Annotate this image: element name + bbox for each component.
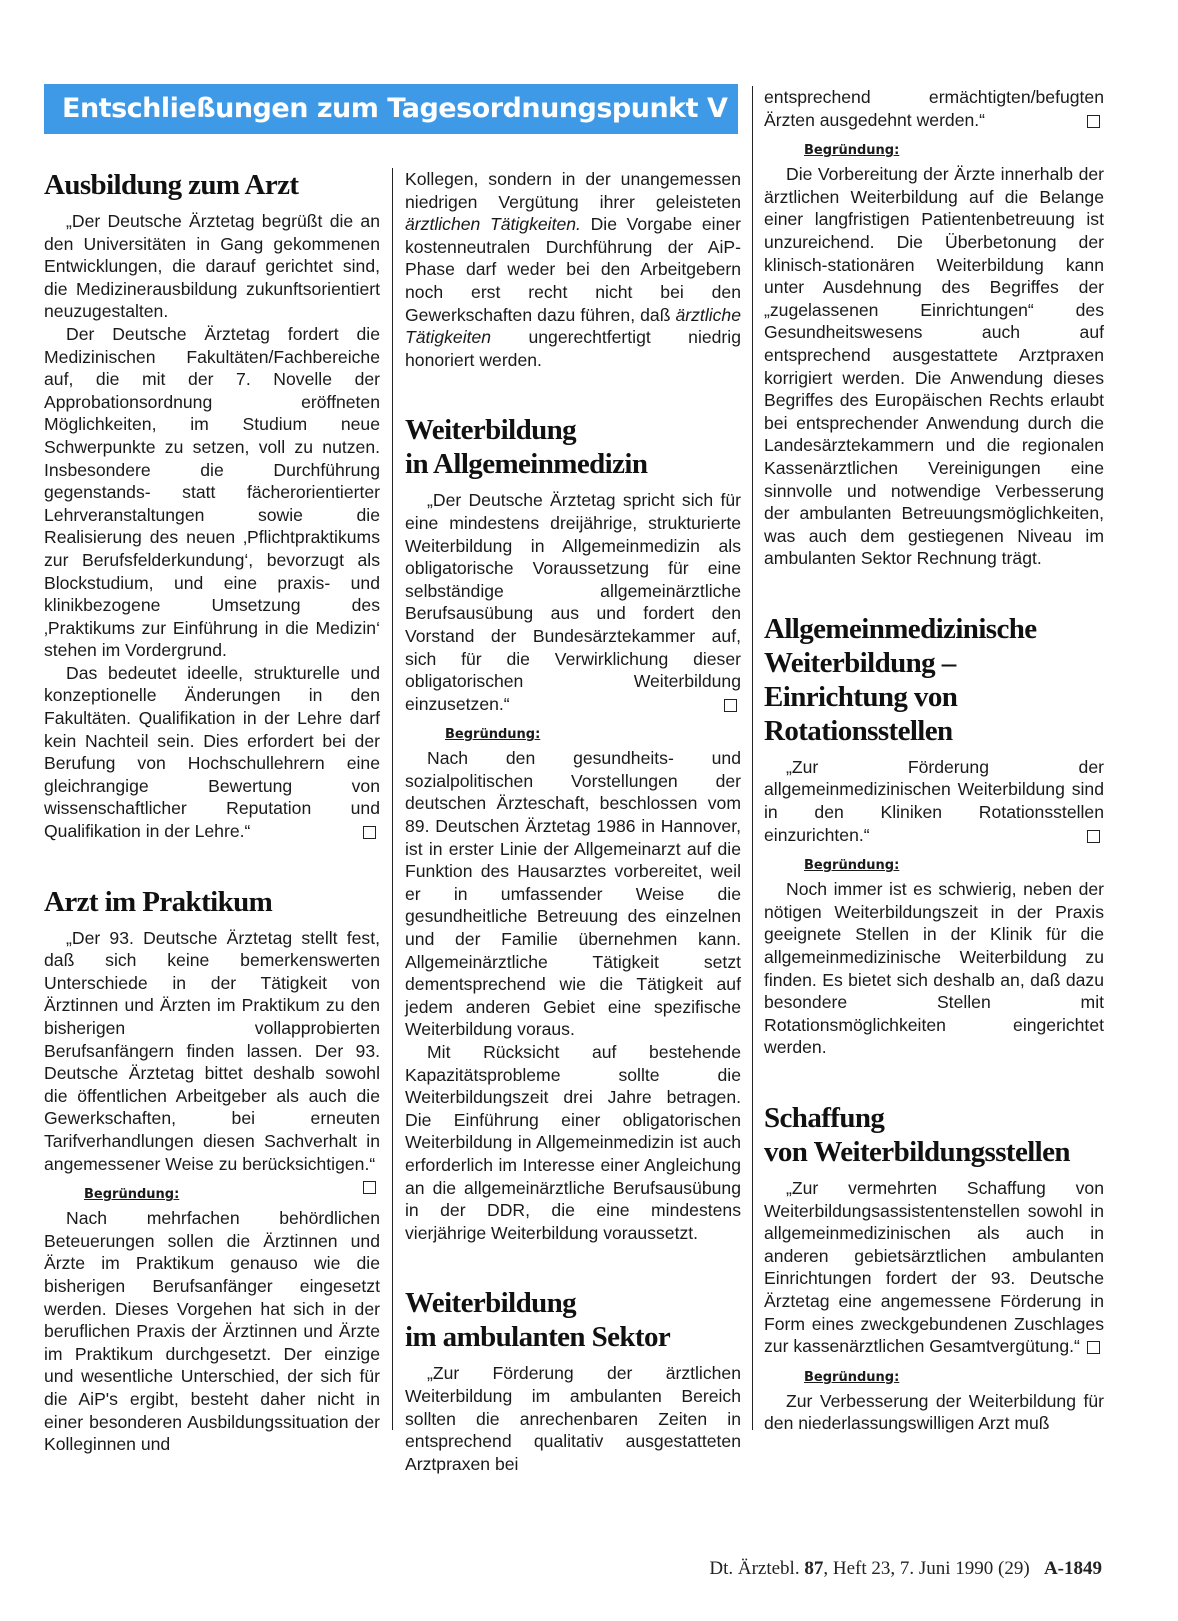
paragraph-text: Das bedeutet ideelle, strukturelle und konzeptionelle Änderungen in den Fakultäten. Qualifikation in der Lehre darf kein Nachteil sein. Dies erfordert bei der Berufung von Hochschullehrern eine gleichrangige Bewertung von wissenschaftlicher Reputation und Qualifikation in der Lehre.“ [44,662,380,842]
paragraph [764,1177,1104,1358]
column-3 [764,86,1104,1435]
paragraph [405,489,741,715]
paragraph [764,756,1104,846]
paragraph-text: „Der Deutsche Ärztetag spricht sich für eine mindestens dreijährige, strukturierte Weiterbildung in Allgemeinmedizin als obligatorische Voraussetzung für eine selbständige allgemeinärztliche Berufsausübung aus und fordert den Vorstand der Bundesärztekammer auf, sich für die Verwirklichung dieser obligatorischen Weiterbildung einzusetzen.“ [405,490,741,714]
heading-weiterbildung-ambulant [405,1286,741,1354]
page-footer [640,1558,1102,1580]
issue-info: , Heft 23, 7. Juni 1990 (29) [823,1558,1030,1579]
paragraph: „Zur Förderung der ärztlichen Weiterbildung im ambulanten Bereich sollten die anrechenbaren Zeiten in entsprechend qualitativ ausgestatteten Arztpraxen bei [405,1363,741,1474]
paragraph-text: „Zur Förderung der allgemeinmedizinischen Weiterbildung sind in den Kliniken Rotationsstellen einzurichten.“ [764,756,1104,845]
heading-line: Weiterbildung – [764,646,956,679]
end-mark-icon [363,1181,376,1194]
end-mark-icon [1087,830,1100,843]
paragraph: Mit Rücksicht auf bestehende Kapazitätsprobleme sollte die Weiterbildungszeit drei Jahre betragen. Die Einführung einer obligatorischen Weiterbildung in Allgemeinmedizin ist auch erforderlich im Interesse einer Angleichung an die allgemeinärztliche Berufsausübung in der DDR, die eine mindestens vierjährige Weiterbildung voraussetzt. [405,1042,741,1243]
end-mark-icon [363,826,376,839]
paragraph [44,927,380,1176]
journal-volume: 87 [804,1558,824,1579]
paragraph-text: entsprechend ermächtigten/befugten Ärzten ausgedehnt werden.“ [764,87,1104,130]
heading-allgemeinmedizinische-weiterbildung [764,612,1104,748]
heading-line: Schaffung [764,1102,885,1134]
heading-line: von Weiterbildungsstellen [764,1136,1070,1168]
heading-schaffung-weiterbildungsstellen [764,1101,1104,1169]
heading-weiterbildung-allgemeinmedizin [405,413,741,481]
heading-line: Allgemeinmedizinische [764,612,1037,645]
heading-line: in Allgemeinmedizin [405,448,648,481]
heading-line: Weiterbildung [405,1287,577,1320]
paragraph: Nach mehrfachen behördlichen Beteuerungen sollen die Ärztinnen und Ärzte im Praktikum genauso wie die bisherigen Berufsanfänger eingesetzt werden. Dieses Vorgehen hat sich in der beruflichen Praxis der Ärztinnen und Ärzte im Praktikum durchgesetzt. Der einzige und wesentliche Unterschied, der sich für die AiP's ergibt, besteht daher nicht in einer besonderen Ausbildungssituation der Kolleginnen und [44,1208,380,1455]
paragraph [405,168,741,371]
paragraph [44,662,380,843]
heading-line: Weiterbildung [405,414,577,447]
paragraph: Zur Verbesserung der Weiterbildung für den niederlassungswilligen Arzt muß [764,1390,1104,1434]
end-mark-icon [724,699,737,712]
paragraph: Die Vorbereitung der Ärzte innerhalb der ärztlichen Weiterbildung auf die Belange einer langfristigen Patientenbetreuung ist unzureichend. Die Überbetonung der klinisch-stationären Weiterbildung kann unter Ausdehnung des Begriffes der „zugelassenen Einrichtungen“ des Gesundheitswesens auch auf entsprechend ausgestattete Arztpraxen korrigiert werden. Die Anwendung dieses Begriffes des Europäischen Rechts erlaubt bei entsprechender Anwendung durch die Landesärztekammern und die regionalen Kassenärztlichen Vereinigungen eine sinnvolle und notwendige Verbesserung der ambulanten Betreuungsmöglichkeiten, was auch dem gestiegenen Niveau im ambulanten Sektor Rechnung trägt. [764,164,1104,569]
end-mark-icon [1087,115,1100,128]
heading-line: Rotationsstellen [764,714,953,747]
end-mark-icon [1087,1341,1100,1354]
heading-ausbildung: Ausbildung zum Arzt [44,169,299,201]
text-run: ungerechtfertigt niedrig honoriert werden. [405,327,741,370]
column-divider-1 [392,168,393,1430]
emphasis-text: ärztliche Tätigkeiten [405,304,741,348]
paragraph: „Der Deutsche Ärztetag begrüßt die an den Universitäten in Gang gekommenen Entwicklungen, die darauf gerichtet sind, die Medizinerausbildung zukunftsorientiert neuzugestalten. [44,211,380,322]
page-number: A-1849 [1043,1558,1102,1579]
begruendung-label: Begründung: [804,1369,900,1385]
heading-line: im ambulanten Sektor [405,1321,671,1354]
paragraph-text: „Der 93. Deutsche Ärztetag stellt fest, daß sich keine bemerkenswerten Unterschiede in der Tätigkeit von Ärztinnen und Ärzten im Praktikum zu den bisherigen vollapprobierten Berufsanfängern finden lassen. Der 93. Deutsche Ärztetag bittet deshalb sowohl die öffentlichen Arbeitgeber als auch die Gewerkschaften, bei erneuten Tarifverhandlungen diesen Sachverhalt in angemessener Weise zu berücksichtigen.“ [44,927,380,1174]
begruendung-label: Begründung: [804,858,900,874]
column-2 [405,168,741,1475]
column-1 [44,168,380,1456]
column-divider-2 [752,86,753,1430]
paragraph: Der Deutsche Ärztetag fordert die Medizinischen Fakultäten/Fachbereiche auf, die mit der 7. Novelle der Approbationsordnung eröffneten Möglichkeiten, im Studium neue Schwerpunkte zu setzen, voll zu nutzen. Insbesondere die Durchführung gegenstands- statt fächerorientierter Lehrveranstaltungen sowie die Realisierung des neuen ‚Pflichtpraktikums zur Berufsfelderkundung‘, bevorzugt als Blockstudium, und eine praxis- und klinikbezogene Umsetzung des ‚Praktikums zur Einführung in die Medizin‘ stehen im Vordergrund. [44,323,380,661]
journal-name: Dt. Ärztebl. [709,1558,800,1579]
heading-arzt-im-praktikum: Arzt im Praktikum [44,885,273,918]
heading-line: Einrichtung von [764,680,958,713]
begruendung-label: Begründung: [445,727,541,743]
paragraph [764,86,1104,131]
paragraph: Noch immer ist es schwierig, neben der nötigen Weiterbildungszeit in der Praxis geeignete Stellen in der Klinik für die allgemeinmedizinische Weiterbildung zu finden. Es bietet sich deshalb an, daß dazu besondere Stellen mit Rotationsmöglichkeiten eingerichtet werden. [764,879,1104,1058]
emphasis-text: ärztlichen Tätigkeiten. [405,214,581,235]
begruendung-label: Begründung: [84,1187,180,1203]
paragraph-text: „Zur vermehrten Schaffung von Weiterbildungsassistentenstellen sowohl in allgemeinmedizinischen als auch in anderen gebietsärztlichen ambulanten Einrichtungen fordert der 93. Deutsche Ärztetag eine angemessene Förderung in Form eines zweckgebundenen Zuschlages zur kassenärztlichen Gesamtvergütung.“ [764,1178,1104,1357]
text-run: Kollegen, sondern in der unangemessen niedrigen Vergütung ihrer geleisteten [405,169,741,212]
begruendung-label: Begründung: [804,143,900,159]
text-run: Die Vorgabe einer kostenneutralen Durchführung der AiP-Phase darf weder bei den Arbeitgebern noch erst recht nicht bei den Gewerkschaften dazu führen, daß [405,214,741,325]
paragraph: Nach den gesundheits- und sozialpolitischen Vorstellungen der deutschen Ärzteschaft, beschlossen vom 89. Deutschen Ärztetag 1986 in Hannover, ist in erster Linie der Allgemeinarzt auf die Funktion des Hausarztes vorbereitet, weil er in umfassender Weise die gesundheitliche Betreuung des einzelnen und der Familie übernehmen kann. Allgemeinärztliche Tätigkeit setzt dementsprechend wie die Tätigkeit auf jedem anderen Gebiet eine spezifische Weiterbildung voraus. [405,748,741,1040]
section-banner: Entschließungen zum Tagesordnungspunkt V [44,84,738,134]
